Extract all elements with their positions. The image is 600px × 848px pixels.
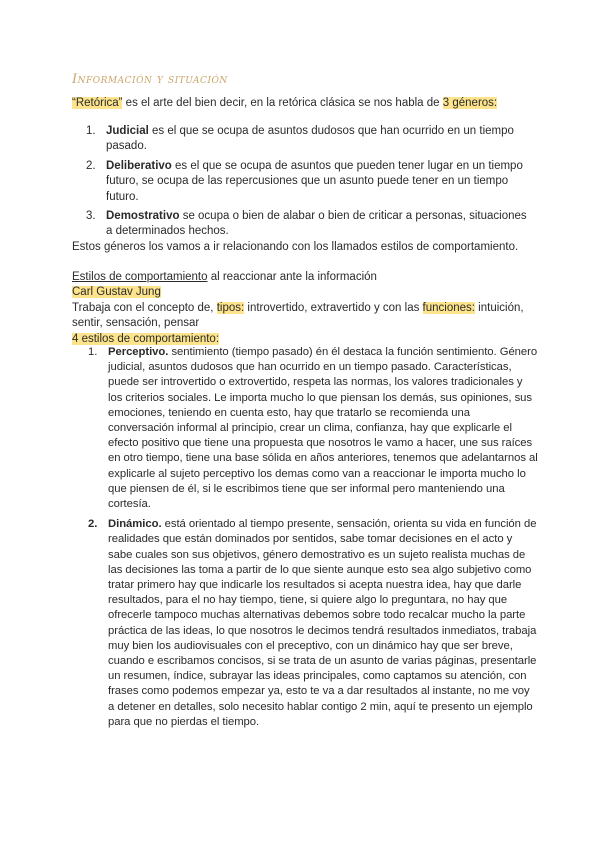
concept-text: introvertido, extravertido y con las	[244, 301, 423, 314]
author-name: Carl Gustav Jung	[72, 286, 161, 299]
tipos-highlight: tipos:	[216, 301, 245, 314]
funciones-highlight: funciones:	[422, 301, 475, 314]
concept-text: intuición, sentir, sensación, pensar	[72, 301, 524, 330]
list-item	[86, 159, 536, 205]
list-number: 1.	[86, 125, 96, 137]
genre-title: Deliberativo	[106, 159, 172, 172]
list-item	[88, 517, 538, 730]
genre-text: se ocupa o bien de alabar o bien de criticar a personas, situaciones a determinados hechos.	[106, 210, 527, 238]
behavior-title: Dinámico.	[108, 518, 162, 531]
styles-section	[72, 270, 532, 347]
genres-count-highlight: 3 géneros:	[442, 97, 498, 109]
author-line	[72, 285, 532, 300]
list-number: 3.	[86, 210, 96, 223]
list-item	[86, 209, 536, 240]
behavior-text: está orientado al tiempo presente, sensación, orienta su vida en función de realidades que están dominados por sentidos, sabe tomar decisiones en el acto y sabe cuales son sus objetivos, género demostrativo es un sujeto realista muchas de las decisiones las toma a partir de lo que siente aunque esto sea algo subjetivo como tratar primero hay que indicarle los resultados si acepta nuestra idea, hay que darle resultados, para el no hay tiempo, tiene, si quiere algo lo preguntara, no hay que ofrecerle tampoco muchas alternativas debemos sobre todo recalcar mucho la parte práctica de las ideas, lo que nosotros le decimos tendrá resultados inmediatos, trabaja muy bien los audiovisuales con el preceptivo, con un dinámico hay que ser breve, cuando e escribamos concisos, si se trata de un asunto de varias páginas, presentarle un resumen, índice, subrayar las ideas principales, como captamos su atención, con frases como podemos empezar ya, esto te va a dar resultados al instante, no me voy a detener en detalles, solo necesito hablar contigo 2 min, aquí te presento un ejemplo para que no pierdas el tiempo.	[108, 518, 537, 728]
list-number: 2.	[88, 518, 98, 531]
behavior-text: sentimiento (tiempo pasado) én él destaca la función sentimiento. Género judicial, asuntos dudosos que han ocurrido en un tiempo pasado. Características, puede ser introvertido o extrovertido, respeta las normas, los valores tradicionales y los criterios sociales. Le importa mucho lo que piensan los demás, sus opiniones, sus emociones, teniendo en cuenta esto, hay que tratarlo se recomienda una conversación informal al principio, crear un clima, confianza, hay que explicarle el efecto positivo que tiene una propuesta que nosotros le vamo a hacer, une sus raíces en otro tiempo, tiene una base sólida en años anteriores, tenemos que adelantarnos al explicarle al sujeto perceptivo los demas como van a reaccionar le importa mucho lo que piensen de él, si le escribimos tiene que ser informal pero manteniendo una cortesía.	[108, 346, 538, 511]
genre-text: es el que se ocupa de asuntos dudosos que han ocurrido en un tiempo pasado.	[106, 125, 514, 153]
retorica-term: “Retórica”	[72, 97, 123, 109]
relation-paragraph: Estos géneros los vamos a ir relacionando con los llamados estilos de comportamiento.	[72, 241, 519, 253]
genre-text: es el que se ocupa de asuntos que pueden tener lugar en un tiempo futuro, se ocupa de las repercusiones que un asunto puede tener en un tiempo futuro.	[106, 159, 523, 203]
list-item	[86, 124, 536, 155]
genres-list	[86, 124, 536, 244]
list-number: 1.	[88, 346, 98, 358]
list-number: 2.	[86, 159, 96, 172]
genre-title: Judicial	[106, 125, 149, 137]
concept-text: Trabaja con el concepto de,	[72, 301, 217, 314]
behaviors-list	[88, 345, 538, 734]
behavior-title: Perceptivo.	[108, 346, 169, 358]
section-heading: Información y situación	[72, 72, 228, 87]
styles-heading-rest: al reaccionar ante la información	[207, 271, 377, 283]
intro-text: es el arte del bien decir, en la retórica clásica se nos habla de	[122, 97, 443, 109]
four-styles-highlight: 4 estilos de comportamiento:	[72, 332, 220, 345]
genre-title: Demostrativo	[106, 210, 180, 223]
styles-heading	[72, 270, 532, 285]
concept-paragraph	[72, 301, 532, 332]
list-item	[88, 345, 538, 512]
intro-paragraph	[72, 96, 532, 111]
styles-heading-underlined: Estilos de comportamiento	[72, 271, 208, 283]
